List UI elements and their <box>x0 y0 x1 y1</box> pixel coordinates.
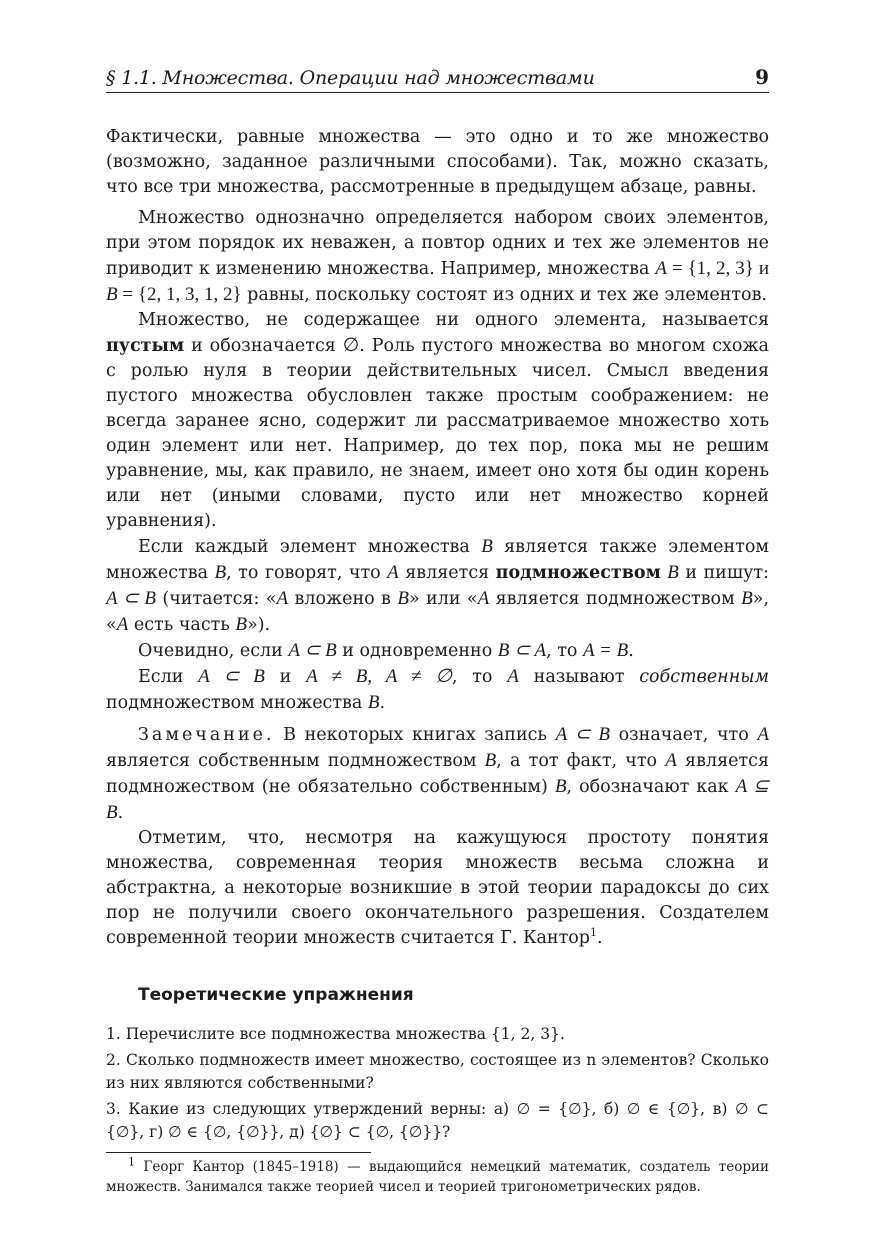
formula: = {1, 2, 3} и <box>666 258 769 279</box>
paragraph-4: Если каждый элемент множества B является также элементом множества B, то говорят, что A является подмножеством B и пишут: A ⊂ B (читается: «A вложено в B» или «A является подмножеством B», «A есть часть B»). <box>106 536 770 635</box>
running-header <box>106 56 769 93</box>
book-page <box>106 56 769 1211</box>
exercise-item: 1. Перечислите все подмножества множества {1, 2, 3}. <box>106 1025 565 1043</box>
section-heading: Теоретические упражнения <box>138 985 414 1005</box>
paragraph-6: Если A ⊂ B и A ≠ B, A ≠ ∅, то A называют собственным подмножеством множества B. <box>106 666 769 713</box>
term-proper: собственным <box>639 667 769 687</box>
paragraph-7: Отметим, что, несмотря на кажущуюся простоту понятия множества, современная теория множеств весьма сложна и абстрактна, а некоторые возникшие в этой теории парадоксы до сих пор не получили своего окончательного разрешения. Создателем современной теории множеств считается Г. Кантор$^1$. <box>106 828 769 948</box>
main-text <box>106 125 769 951</box>
paragraph-2: Множество однозначно определяется набором своих элементов, при этом порядок их неважен, а повтор одних и тех же элементов не приводит к изменению множества. Например, множества A = {1, 2, 3} и B = {2, 1, 3, 1, 2} равны, поскольку состоят из одних и тех же элементов. <box>106 208 769 305</box>
page-number: 9 <box>755 65 769 89</box>
exercise-item: 2. Сколько подмножеств имеет множество, состоящее из n элементов? Сколько из них являются собственными? <box>106 1051 769 1092</box>
formula: = {2, 1, 3, 1, 2} <box>117 284 242 305</box>
empty-set-symbol: ∅ <box>342 335 360 356</box>
remark-paragraph: Замечание. В некоторых книгах запись A ⊂ B означает, что A является собственным подмножеством B, а тот факт, что A является подмножеством (не обязательно собственным) B, обозначают как A ⊆ B. <box>106 724 769 823</box>
paragraph-5: Очевидно, если A ⊂ B и одновременно B ⊂ A, то A = B. <box>138 640 634 661</box>
footnote: $^1$ Георг Кантор (1845–1918) — выдающийся немецкий математик, создатель теории множеств. Занимался также теорией чисел и теорией тригонометрических рядов. <box>106 1155 769 1195</box>
paragraph-1: Фактически, равные множества — это одно и то же множество (возможно, заданное различными способами). Так, можно сказать, что все три множества, рассмотренные в предыдущем абзаце, равны. <box>106 127 769 197</box>
formula: B <box>106 284 118 305</box>
exercise-item: 3. Какие из следующих утверждений верны: а) ∅ = {∅}, б) ∅ ∈ {∅}, в) ∅ ⊂ {∅}, г) ∅ ∈ {∅, {∅}}, д) {∅} ⊂ {∅, {∅}}? <box>106 1100 769 1141</box>
exercise-list <box>106 1023 769 1144</box>
term-empty-set: пустым <box>106 336 185 356</box>
term-subset: подмножеством <box>495 563 661 583</box>
paragraph-3: Множество, не содержащее ни одного элемента, называется пустым и обозначается ∅. Роль пустого множества во многом схожа с ролью нуля в теории действительных чисел. Смысл введения пустого множества обусловлен также простым соображением: не всегда заранее ясно, содержит ли рассматриваемое множество хоть один элемент или нет. Например, до тех пор, пока мы не решим уравнение, мы, как правило, не знаем, имеет оно хотя бы один корень или нет (иными словами, пусто или нет множество корней уравнения). <box>106 310 769 531</box>
formula: A <box>655 258 667 279</box>
footnote-divider <box>106 1152 371 1153</box>
remark-label: Замечание. <box>138 725 275 745</box>
footnote-marker: 1 <box>590 926 598 940</box>
chapter-title: § 1.1. Множества. Операции над множествами <box>106 67 595 89</box>
footnote-number: 1 <box>128 1155 135 1169</box>
